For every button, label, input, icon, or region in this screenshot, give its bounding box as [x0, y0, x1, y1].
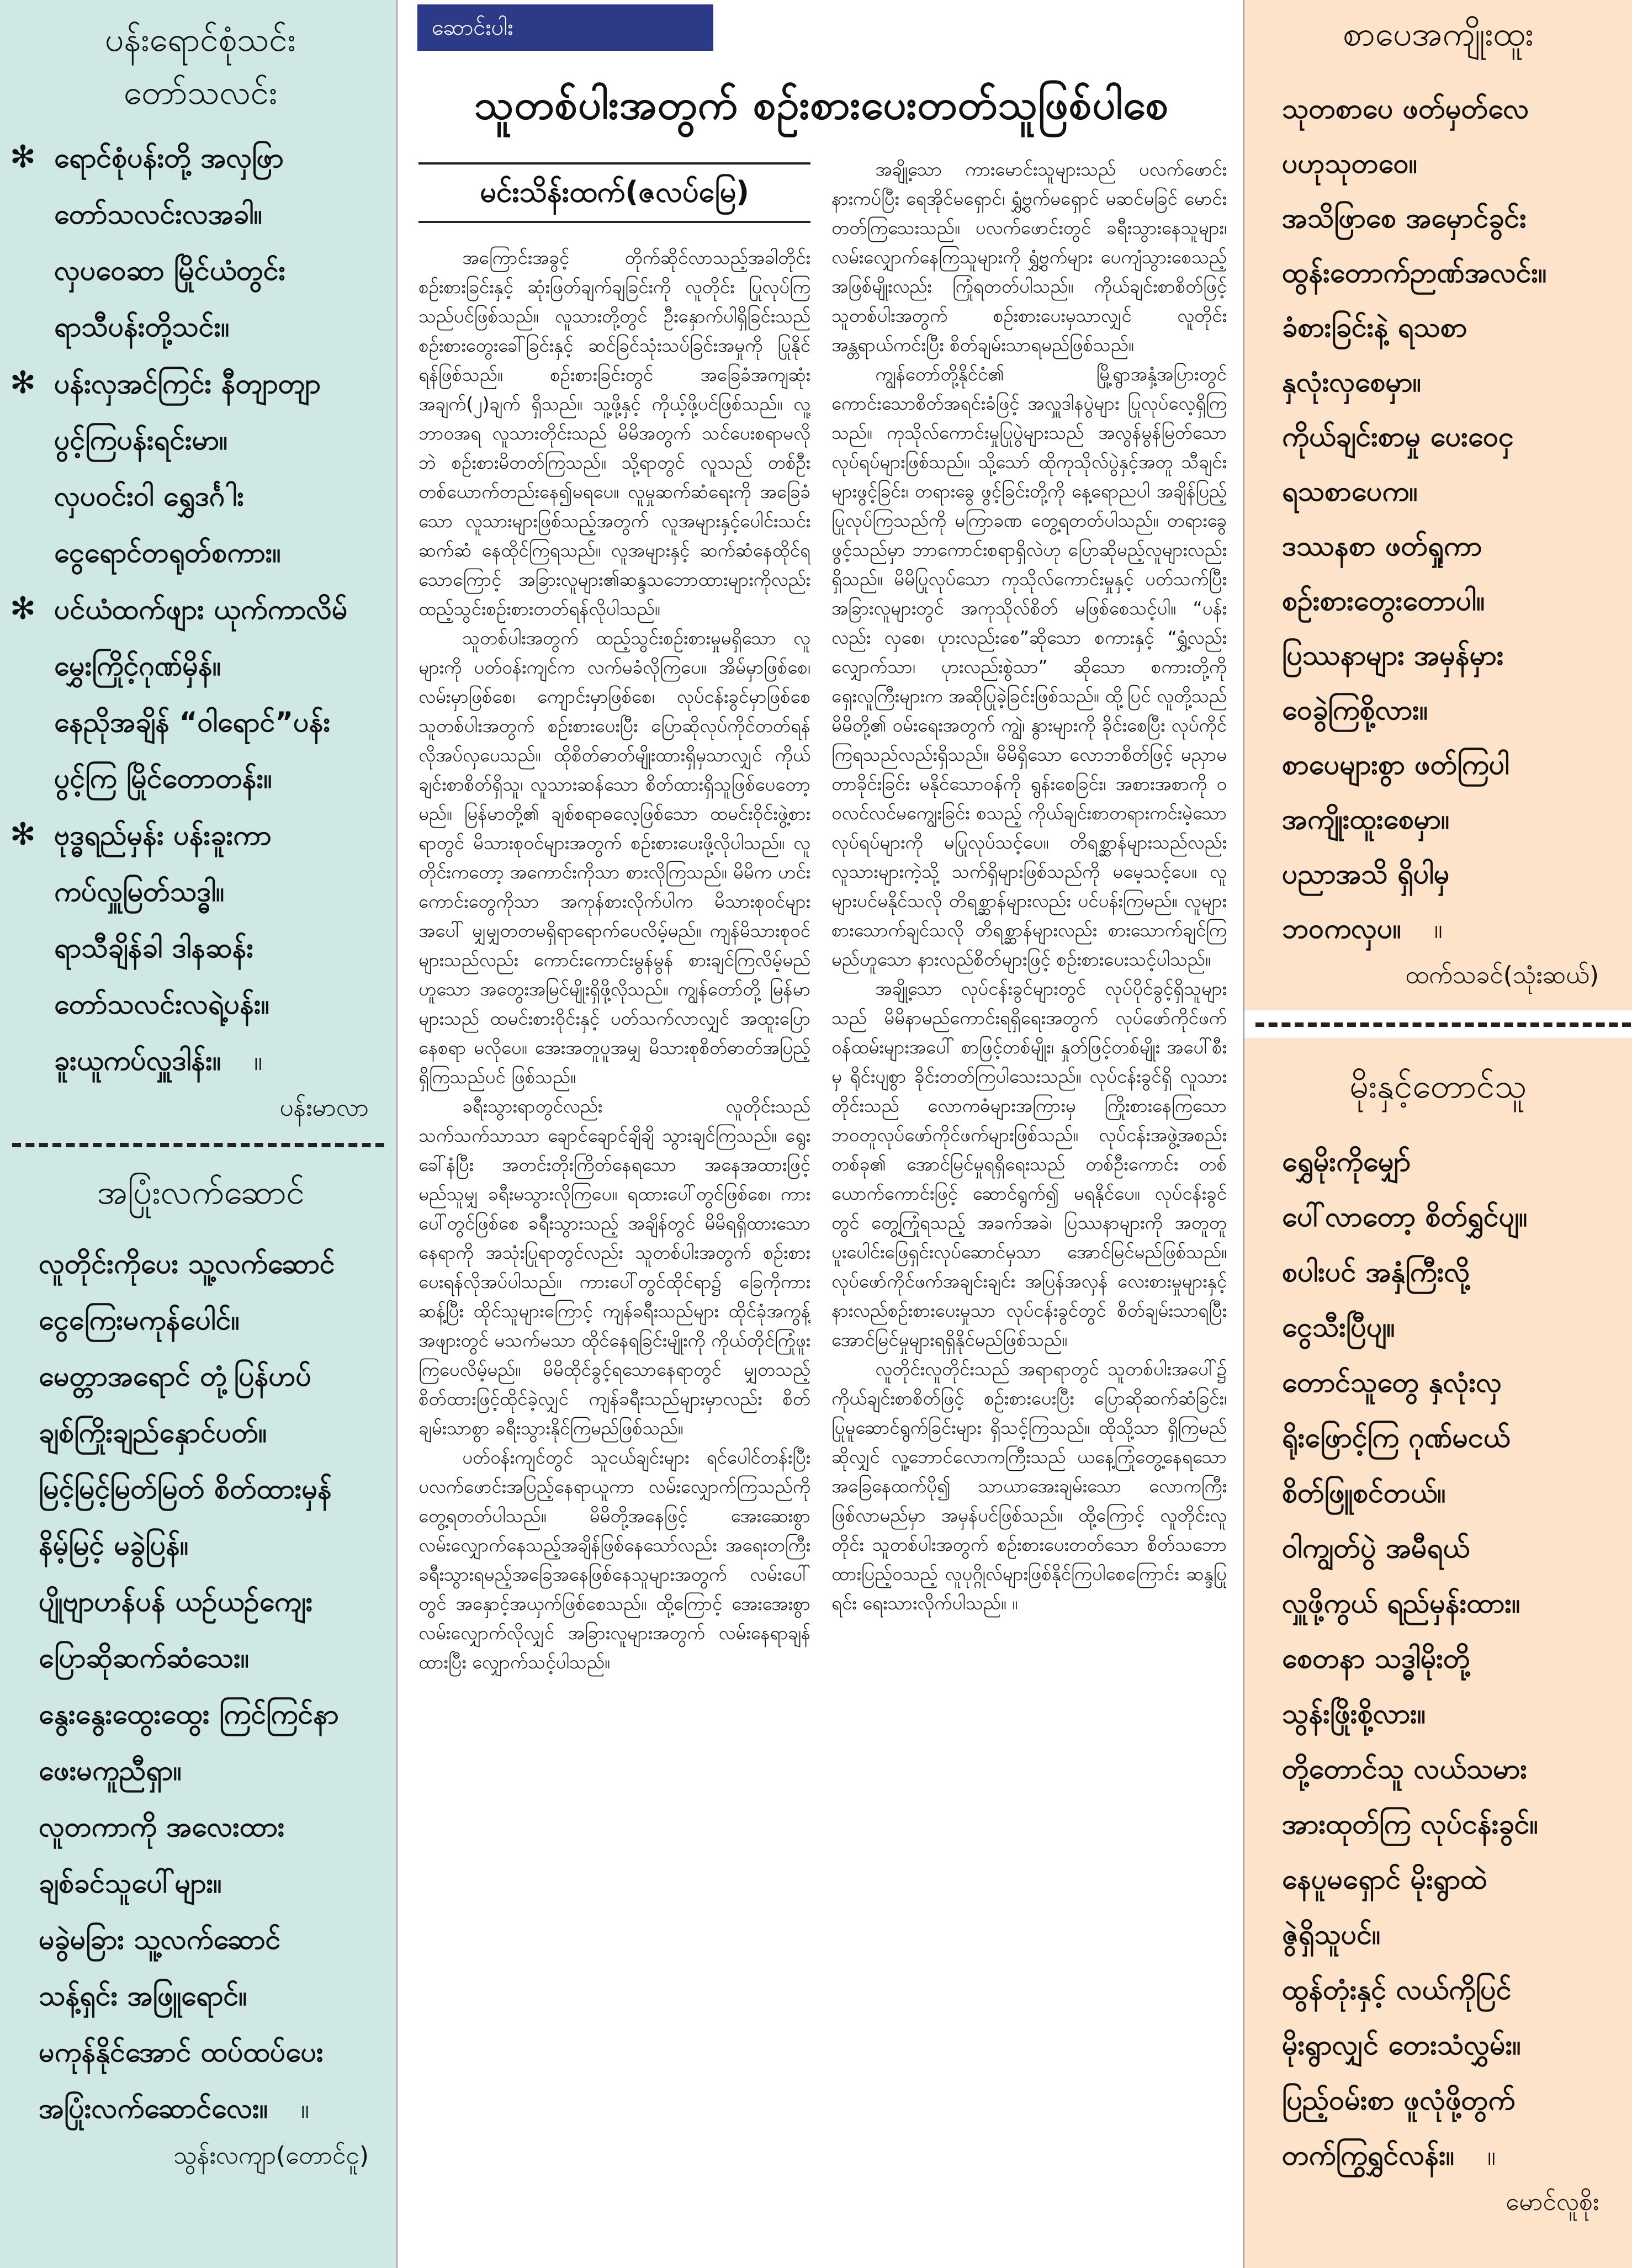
- article-paragraph: အကြောင်းအခွင့် တိုက်ဆိုင်လာသည့်အခါတိုင်း စဉ်းစားခြင်းနှင့် ဆုံးဖြတ်ချက်ချခြင်းကို လူတိုင်း ပြုလုပ်ကြသည်ပင်ဖြစ်သည်။ လူသားတို့တွင် ဦးနှောက်ပါရှိခြင်းသည် စဉ်းစားတွေးခေါ်ခြင်းနှင့် ဆင်ခြင်သုံးသပ်ခြင်းအမှုကို ပြုနိုင်ရန်ဖြစ်သည်။ စဉ်းစားခြင်းတွင် အခြေခံအကျဆုံးအချက်(၂)ချက် ရှိသည်။ သူ့ဖို့နှင့် ကိုယ့်ဖို့ပင်ဖြစ်သည်။ လူ့ဘာဝအရ လူသားတိုင်းသည် မိမိအတွက် သင်ပေးစရာမလိုဘဲ စဉ်းစားမိတတ်ကြသည်။ သို့ရာတွင် လူသည် တစ်ဦးတစ်ယောက်တည်းနေ၍မရပေ။ လူမှုဆက်ဆံရေးကို အခြေခံသော လူသားများဖြစ်သည့်အတွက် လူအများနှင့်ပေါင်းသင်းဆက်ဆံ နေထိုင်ကြရသည်။ လူအများနှင့် ဆက်ဆံနေထိုင်ရသောကြောင့် အခြားလူများ၏ဆန္ဒသဘောထားများကိုလည်း ထည့်သွင်းစဉ်းစားတတ်ရန်လိုပါသည်။: [418, 247, 810, 619]
- poem-author: မောင်လူစိုး: [1506, 2188, 1599, 2216]
- star-bullet-icon: ✻: [10, 139, 36, 175]
- stanza: [10, 355, 391, 581]
- poem-line: ဝေခွဲကြစို့လား။: [1282, 694, 1428, 726]
- star-bullet-icon: ✻: [10, 591, 36, 627]
- poem-line: ကပ်လှူမြတ်သဒ္ဓါ။: [54, 876, 225, 908]
- poem-line: ကိုယ်ချင်းစာမှု ပေးဝေငှ: [1282, 421, 1514, 453]
- poem-title: အပြုံးလက်ဆောင်: [97, 1173, 305, 1212]
- poem-line: ဇွဲရှိသူပင်။: [1282, 1919, 1381, 1951]
- poem-line: လူတကာကို အလေးထား: [39, 1811, 285, 1843]
- poem-sarpay-akyo: [1244, 0, 1632, 1010]
- poem-line: ချစ်ခင်သူပေါ်များ။: [39, 1867, 222, 1899]
- poem-line: ငွေရောင်တရုတ်စကား။: [54, 537, 281, 569]
- poem-line: ပွင့်ကြပန်းရင်းမာ။: [54, 424, 228, 456]
- poem-line: ပညာအသိ ရှိပါမှ: [1282, 858, 1450, 890]
- poem-line: အားထုတ်ကြ လုပ်ငန်းခွင်။: [1282, 1808, 1538, 1840]
- poem-line: မကုန်နိုင်အောင် ထပ်ထပ်ပေး: [39, 2036, 324, 2068]
- stanza: [10, 129, 391, 355]
- article-paragraph: လူတိုင်းလူတိုင်းသည် အရာရာတွင် သူတစ်ပါးအပေါ်၌ ကိုယ်ချင်းစာစိတ်ဖြင့် စဉ်းစားပေးပြီး ပြောဆိုဆက်ဆံခြင်း၊ ပြုမူဆောင်ရွက်ခြင်းများ ရှိသင့်ကြသည်။ ထိုသို့သာ ရှိကြမည်ဆိုလျှင် လူ့ဘောင်လောကကြီးသည် ယနေ့ကြုံတွေ့နေရသော အခြေနေထက်ပို၍ သာယာအေးချမ်းသော လောကကြီးဖြစ်လာမည်မှာ အမှန်ပင်ဖြစ်သည်။ ထို့ကြောင့် လူတိုင်းလူတိုင်း သူတစ်ပါးအတွက် စဉ်းစားပေးတတ်သော စိတ်သဘောထားပြည့်ဝသည့် လူပုဂ္ဂိုလ်များဖြစ်နိုင်ကြပါစေကြောင်း ဆန္ဒပြုရင်း ရေးသားလိုက်ပါသည်။ ။: [831, 1358, 1227, 1614]
- poem-line: မိုးရွာလျှင် တေးသံလွှမ်း။: [1282, 2029, 1521, 2061]
- poem-line: လူတိုင်းကိုပေး သူ့လက်ဆောင်: [39, 1248, 335, 1280]
- poem-line: နိမ့်မြင့် မခွဲပြန်။: [39, 1529, 189, 1561]
- poem-line: ခံစားခြင်းနဲ့ ရသစာ: [1282, 311, 1467, 343]
- poem-line: ပန်းလှအင်ကြင်း နီတျာတျာ: [54, 368, 321, 400]
- poem-line: နှလုံးလှစေမှာ။: [1282, 366, 1421, 398]
- poem-line: ပင်ယံထက်ဖျား ယုက်ကာလိမ်: [54, 594, 348, 626]
- poem-author: ထက်သခင်(သုံးဆယ်): [1405, 961, 1599, 989]
- poem-line: စေတနာ သဒ္ဓါမိုးတို့: [1282, 1642, 1470, 1674]
- poem-line: တော်သလင်းလရဲ့ပန်း။: [54, 988, 269, 1020]
- poem-line: ပျိုဗျာဟန်ပန် ယဉ်ယဉ်ကျေး: [39, 1586, 313, 1618]
- stanza: [10, 581, 391, 807]
- end-mark: ။: [1434, 913, 1443, 945]
- poem-line: ရာသီပန်းတို့သင်း။: [54, 311, 230, 343]
- poem-line: ငွေသီးပြီပျ။: [1282, 1311, 1395, 1343]
- poem-line: ပြဿနာများ အမှန်မှား: [1282, 639, 1504, 671]
- section-tag: ဆောင်းပါး: [417, 4, 713, 51]
- poem-line: မခွဲမခြား သူ့လက်ဆောင်: [39, 1923, 281, 1956]
- article-byline: မင်းသိန်းထက်(ဇလပ်မြေ): [418, 162, 810, 223]
- article-paragraph: ကျွန်တော်တို့နိုင်ငံ၏ မြို့ရွာအနှံ့အပြားတွင် ကောင်းသောစိတ်အရင်းခံဖြင့် အလှူဒါနပွဲများ ပြုလုပ်လေ့ရှိကြသည်။ ကုသိုလ်ကောင်းမှုပြုပွဲများသည် အလွန်မွန်မြတ်သော လုပ်ရပ်များဖြစ်သည်။ သို့သော် ထိုကုသိုလ်ပွဲနှင့်အတူ သီချင်းများဖွင့်ခြင်း၊ တရားခွေ ဖွင့်ခြင်းတို့ကို နေ့ရောညပါ အချိန်ပြည့် ပြုလုပ်ကြသည်ကို မကြာခဏ တွေ့ရတတ်ပါသည်။ တရားခွေဖွင့်သည်မှာ ဘာကောင်းစရာရှိလဲဟု ပြောဆိုမည့်လူများလည်းရှိသည်။ မိမိပြုလုပ်သော ကုသိုလ်ကောင်းမှုနှင့် ပတ်သက်ပြီး အခြားလူများတွင် အကုသိုလ်စိတ် မဖြစ်စေသင့်ပါ။ “ပန်းလည်း လှစေ၊ ပုားလည်းစေ”ဆိုသော စကားနှင့် “ရွှံ့လည်း လျှောက်သာ၊ ပုားလည်းစွဲသာ” ဆိုသော စကားတို့ကို ရှေးလူကြီးများက အဆိုပြုခဲ့ခြင်းဖြစ်သည်။ ထို့ပြင် လူတို့သည် မိမိတို့၏ ဝမ်းရေးအတွက် ကျွဲ၊ နွားများကို ခိုင်းစေပြီး လုပ်ကိုင်ကြရသည်လည်းရှိသည်။ မိမိရှိသော လောဘစိတ်ဖြင့် မညှာမတာခိုင်းခြင်း မနိုင်သောဝန်ကို ရွန်းစေခြင်း၊ အစားအစာကို ဝဝလင်လင်မကျွေးခြင်း စသည့် ကိုယ်ချင်းစာတရားကင်းမဲ့သော လုပ်ရပ်များကို မပြုလုပ်သင့်ပေ။ တိရစ္ဆာန်များသည်လည်း လူသားများကဲ့သို့ သက်ရှိများဖြစ်သည်ကို မမေ့သင့်ပေ။ လူများပင်မနိုင်သလို တိရစ္ဆာန်များလည်း ပင်ပန်းကြမည်။ လူများစားသောက်ချင်သလို တိရစ္ဆာန်များလည်း စားသောက်ချင်ကြမည်ဟူသော နားလည်စိတ်များဖြင့် စဉ်းစားပေးသင့်ပါသည်။: [831, 363, 1227, 970]
- article-headline: သူတစ်ပါးအတွက် စဉ်းစားပေးတတ်သူဖြစ်ပါစေ: [474, 81, 1169, 129]
- poem-line: ရိုးဖြောင့်ကြ ဂုဏ်မငယ်: [1282, 1422, 1511, 1454]
- poem-line: ရောင်စုံပန်းတို့ အလှဖြာ: [54, 142, 284, 174]
- article-column-1: [418, 243, 810, 2258]
- end-mark: ။: [1487, 2139, 1496, 2171]
- poem-line: ပြောဆိုဆက်ဆံသေး။: [39, 1642, 249, 1674]
- poem-line: စဉ်းစားတွေးတောပါ။: [1282, 585, 1485, 617]
- poem-line: လှူဖို့ကွယ် ရည်မှန်းထား။: [1282, 1587, 1520, 1619]
- poem-line: လှပဝင်းဝါ ရွှေဒင်္ဂါး: [54, 480, 245, 512]
- dashed-divider: [12, 1143, 384, 1147]
- left-poem-column: [0, 0, 396, 2268]
- poem-line: ထွန်တုံးနှင့် လယ်ကိုပြင်: [1282, 1974, 1512, 2006]
- poem-line: မေတ္တာအရောင် တုံ့ပြန်ဟပ်: [39, 1360, 311, 1392]
- poem-line: နေပူမရှောင် မိုးရွာထဲ: [1282, 1863, 1487, 1895]
- star-bullet-icon: ✻: [10, 365, 36, 401]
- poem-line: အသိဖြာစေ အမှောင်ခွင်း: [1282, 202, 1527, 234]
- poem-line: မွှေးကြိုင့်ဂုဏ်မှိန်။: [54, 650, 221, 682]
- poem-line: ရသစာပေက။: [1282, 475, 1418, 507]
- poem-line: စပါးပင် အနှံကြီးလို့: [1282, 1256, 1470, 1288]
- poem-lines: [39, 1236, 391, 2080]
- poem-line: သန့်ရှင်း အဖြူရောင်။: [39, 1980, 247, 2012]
- article: [396, 0, 1244, 2268]
- poem-line: ဒဿနစာ ဖတ်ရှုကာ: [1282, 530, 1482, 562]
- article-paragraph: သူတစ်ပါးအတွက် ထည့်သွင်းစဉ်းစားမှုမရှိသော လူများကို ပတ်ဝန်းကျင်က လက်မခံလိုကြပေ။ အိမ်မှာဖြစ်စေ၊ လမ်းမှာဖြစ်စေ၊ ကျောင်းမှာဖြစ်စေ၊ လုပ်ငန်းခွင်မှာဖြစ်စေ သူတစ်ပါးအတွက် စဉ်းစားပေးပြီး ပြောဆိုလုပ်ကိုင်တတ်ရန် လိုအပ်လှပေသည်။ ထိုစိတ်ဓာတ်မျိုးထားရှိမှသာလျှင် ကိုယ်ချင်းစာစိတ်ရှိသူ၊ လူသားဆန်သော စိတ်ထားရှိသူဖြစ်ပေတော့မည်။ မြန်မာတို့၏ ချစ်စရာဓလေ့ဖြစ်သော ထမင်းဝိုင်းဖွဲ့စားရာတွင် မိသားစုဝင်များအတွက် စဉ်းစားပေးဖို့လိုပါသည်။ လူတိုင်းကတော့ အကောင်းကိုသာ စားလိုကြသည်။ မိမိက ဟင်းကောင်းတွေကိုသာ အကုန်စားလိုက်ပါက မိသားစုဝင်များအပေါ် မျှမျှတတမရှိရာရောက်ပေလိမ့်မည်။ ကျန်မိသားစုဝင်များသည်လည်း ကောင်းကောင်းမွန်မွန် စားချင်ကြလိမ့်မည်ဟူသော အတွေးအမြင်မျိုးရှိဖို့လိုသည်။ ကျွန်တော်တို့ မြန်မာများသည် ထမင်းစားဝိုင်းနှင့် ပတ်သက်လာလျှင် အထူးပြောနေစရာ မလိုပေ။ အေးအတူပူအမျှ မိသားစုစိတ်ဓာတ်အပြည့်ရှိကြသည်ပင် ဖြစ်သည်။: [418, 627, 810, 1088]
- poem-line: အကျိုးထူးစေမှာ။: [1282, 803, 1450, 835]
- poem-line: ရွှေမိုးကိုမျှော်: [1282, 1146, 1411, 1178]
- poem-line: တို့တောင်သူ လယ်သမား: [1282, 1753, 1528, 1785]
- poem-line: စာပေများစွာ ဖတ်ကြပါ: [1282, 749, 1509, 781]
- poem-line: သုတစာပေ ဖတ်မှတ်လေ: [1282, 93, 1529, 125]
- poem-line: ဖေးမကူညီရှာ။: [39, 1755, 182, 1787]
- poem-line: ခူးယူကပ်လှူဒါန်း။: [54, 1045, 221, 1077]
- poem-line: ရာသီချိန်ခါ ဒါနဆန်း: [54, 932, 254, 964]
- poem-line: ချစ်ကြိုးချည်နှောင်ပတ်။: [39, 1417, 267, 1449]
- poem-line: အပြုံးလက်ဆောင်လေး။: [39, 2092, 268, 2124]
- end-mark: ။: [301, 2092, 310, 2124]
- article-paragraph: ခရီးသွားရာတွင်လည်း လူတိုင်းသည် သက်သက်သာသာ ချောင်ချောင်ချိချိ သွားချင်ကြသည်။ ရွေးခေါ်နံပြီး အတင်းတိုးကြိတ်နေရသော အနေအထားဖြင့် မည်သူမျှ ခရီးမသွားလိုကြပေ။ ရထားပေါ်တွင်ဖြစ်စေ၊ ကားပေါ်တွင်ဖြစ်စေ ခရီးသွားသည့် အချိန်တွင် မိမိရရှိထားသောနေရာကို အသုံးပြုရာတွင်လည်း သူတစ်ပါးအတွက် စဉ်းစားပေးရန်လိုအပ်ပါသည်။ ကားပေါ်တွင်ထိုင်ရာ၌ ခြေကိုကားဆန့်ပြီး ထိုင်သူများကြောင့် ကျန်ခရီးသည်များ ထိုင်ခုံအကွန့်အဖျားတွင် မသက်မသာ ထိုင်နေရခြင်းမျိုးကို ကိုယ်တိုင်ကြုံဖူးကြပေလိမ့်မည်။ မိမိထိုင်ခွင့်ရသောနေရာတွင် မျှတသည့် စိတ်ထားဖြင့်ထိုင်ခဲ့လျှင် ကျန်ခရီးသည်များမှာလည်း စိတ်ချမ်းသာစွာ ခရီးသွားနိုင်ကြမည်ဖြစ်သည်။: [418, 1095, 810, 1439]
- poem-line: ပွင့်ကြ မြိုင်တောတန်း။: [54, 762, 272, 794]
- poem-title: [10, 13, 391, 119]
- poem-title: မိုးနှင့်တောင်သူ: [1349, 1067, 1527, 1106]
- end-mark: ။: [254, 1045, 263, 1077]
- right-poem-column: [1244, 0, 1632, 2268]
- poem-title-line: တော်သလင်း: [123, 73, 278, 112]
- poem-line: လှပဝေဆာ မြိုင်ယံတွင်း: [54, 255, 286, 287]
- article-paragraph: ပတ်ဝန်းကျင်တွင် သူငယ်ချင်းများ ရင်ပေါင်တန်းပြီး ပလက်ဖောင်းအပြည့်နေရာယူကာ လမ်းလျှောက်ကြသည်ကို တွေ့ရတတ်ပါသည်။ မိမိတို့အနေဖြင့် အေးဆေးစွာ လမ်းလျှောက်နေသည့်အချိန်ဖြစ်နေသော်လည်း အရေးတကြီး ခရီးသွားရမည့်အခြေအနေဖြစ်နေသူများအတွက် လမ်းပေါ်တွင် အနှောင့်အယှက်ဖြစ်စေသည်။ ထို့ကြောင့် အေးအေးစွာလမ်းလျှောက်လိုလျှင် အခြားလူများအတွက် လမ်းနေရာချန်ထားပြီး လျှောက်သင့်ပါသည်။: [418, 1446, 810, 1673]
- poem-line: ပေါ်လာတော့ စိတ်ရွှင်ပျ။: [1282, 1201, 1528, 1233]
- poem-line: သွန်းဖြိုးစို့လား။: [1282, 1698, 1426, 1730]
- poem-line: ထွန်းတောက်ဉာဏ်အလင်း။: [1282, 257, 1547, 289]
- poem-lines: [1282, 1134, 1621, 2128]
- poem-line: စိတ်ဖြူစင်တယ်။: [1282, 1477, 1446, 1509]
- poem-line: ဘဝကလှပ။: [1282, 913, 1401, 945]
- poem-pan-yaung: [0, 0, 396, 1127]
- poem-line: ပဟုသုတဝေ။: [1282, 147, 1417, 179]
- poem-lines: [1282, 82, 1621, 902]
- poem-apyone-laksaung: [0, 1166, 396, 2175]
- poem-line: ငွေကြေးမကုန်ပေါင်။: [39, 1304, 240, 1336]
- poem-title-line: ပန်းရောင်စုံသင်း: [105, 20, 296, 59]
- poem-line: တော်သလင်းလအခါ။: [54, 198, 262, 230]
- dashed-divider: [1255, 1022, 1631, 1027]
- article-paragraph: အချို့သော လုပ်ငန်းခွင်များတွင် လုပ်ပိုင်ခွင့်ရှိသူများသည် မိမိနာမည်ကောင်းရရှိရေးအတွက် လုပ်ဖော်ကိုင်ဖက် ဝန်ထမ်းများအပေါ် စာဖြင့်တစ်မျိုး၊ နှုတ်ဖြင့်တစ်မျိုး အပေါ်စီးမှ ရိုင်းပျစွာ ခိုင်းတတ်ကြပါသေးသည်။ လုပ်ငန်းခွင်ရှိ လူသားတိုင်းသည် လောကဓံများအကြားမှ ကြိုးစားနေကြသော ဘဝတူလုပ်ဖော်ကိုင်ဖက်များဖြစ်သည်။ လုပ်ငန်းအဖွဲ့အစည်းတစ်ခု၏ အောင်မြင်မှုရရှိရေးသည် တစ်ဦးကောင်း တစ်ယောက်ကောင်းဖြင့် ဆောင်ရွက်၍ မရနိုင်ပေ။ လုပ်ငန်းခွင်တွင် တွေ့ကြုံရသည့် အခက်အခဲ၊ ပြဿနာများကို အတူတူပူးပေါင်းဖြေရှင်းလုပ်ဆောင်မှသာ အောင်မြင်မည်ဖြစ်သည်။ လုပ်ဖော်ကိုင်ဖက်အချင်းချင်း အပြန်အလှန် လေးစားမှုများနှင့် နားလည်စဉ်းစားပေးမှုသာ လုပ်ငန်းခွင်တွင် စိတ်ချမ်းသာရပြီး အောင်မြင်မှုများရရှိနိုင်မည်ဖြစ်သည်။: [831, 978, 1227, 1350]
- poem-line: ဗုဒ္ဓရည်မှန်း ပန်းခူးကာ: [54, 819, 272, 851]
- star-bullet-icon: ✻: [10, 817, 36, 852]
- poem-author: ပန်းမာလာ: [279, 1094, 369, 1122]
- poem-line: နေညိုအချိန် “ဝါရောင်”ပန်း: [54, 706, 331, 738]
- poem-line: ပြည့်ဝမ်းစာ ဖူလုံဖို့တွက်: [1282, 2084, 1516, 2116]
- poem-line: ဝါကျွတ်ပွဲ အမီရယ်: [1282, 1532, 1470, 1564]
- poem-moe-taungthu: [1244, 1038, 1632, 2268]
- poem-title: စာပေအကျိုးထူး: [1343, 15, 1534, 54]
- poem-line: တောင်သူတွေ နှလုံးလှ: [1282, 1366, 1502, 1398]
- article-paragraph: အချို့သော ကားမောင်းသူများသည် ပလက်ဖောင်းနားကပ်ပြီး ရေအိုင်မရှောင်၊ ရွှံ့ဗွက်မရှောင် မဆင်မခြင် မောင်းတတ်ကြသေးသည်။ ပလက်ဖောင်းတွင် ခရီးသွားနေသူများ၊ လမ်းလျှောက်နေကြသူများကို ရွှံ့ဗွက်များ ပေကျံသွားစေသည့်အဖြစ်မျိုးလည်း ကြုံရတတ်ပါသည်။ ကိုယ်ချင်းစာစိတ်ဖြင့် သူတစ်ပါးအတွက် စဉ်းစားပေးမှသာလျှင် လူတိုင်းအန္တရာယ်ကင်းပြီး စိတ်ချမ်းသာရမည်ဖြစ်သည်။: [831, 158, 1227, 356]
- poem-line: နွေးနွေးထွေးထွေး ကြင်ကြင်နာ: [39, 1698, 339, 1730]
- poem-line: မြင့်မြင့်မြတ်မြတ် စိတ်ထားမှန်: [39, 1473, 332, 1505]
- poem-author: သွန်းလကျာ(တောင်ငူ): [173, 2142, 369, 2170]
- article-column-2: [831, 155, 1227, 2258]
- poem-line: တက်ကြွရွှင်လန်း။: [1282, 2139, 1454, 2171]
- stanza: [10, 807, 391, 1089]
